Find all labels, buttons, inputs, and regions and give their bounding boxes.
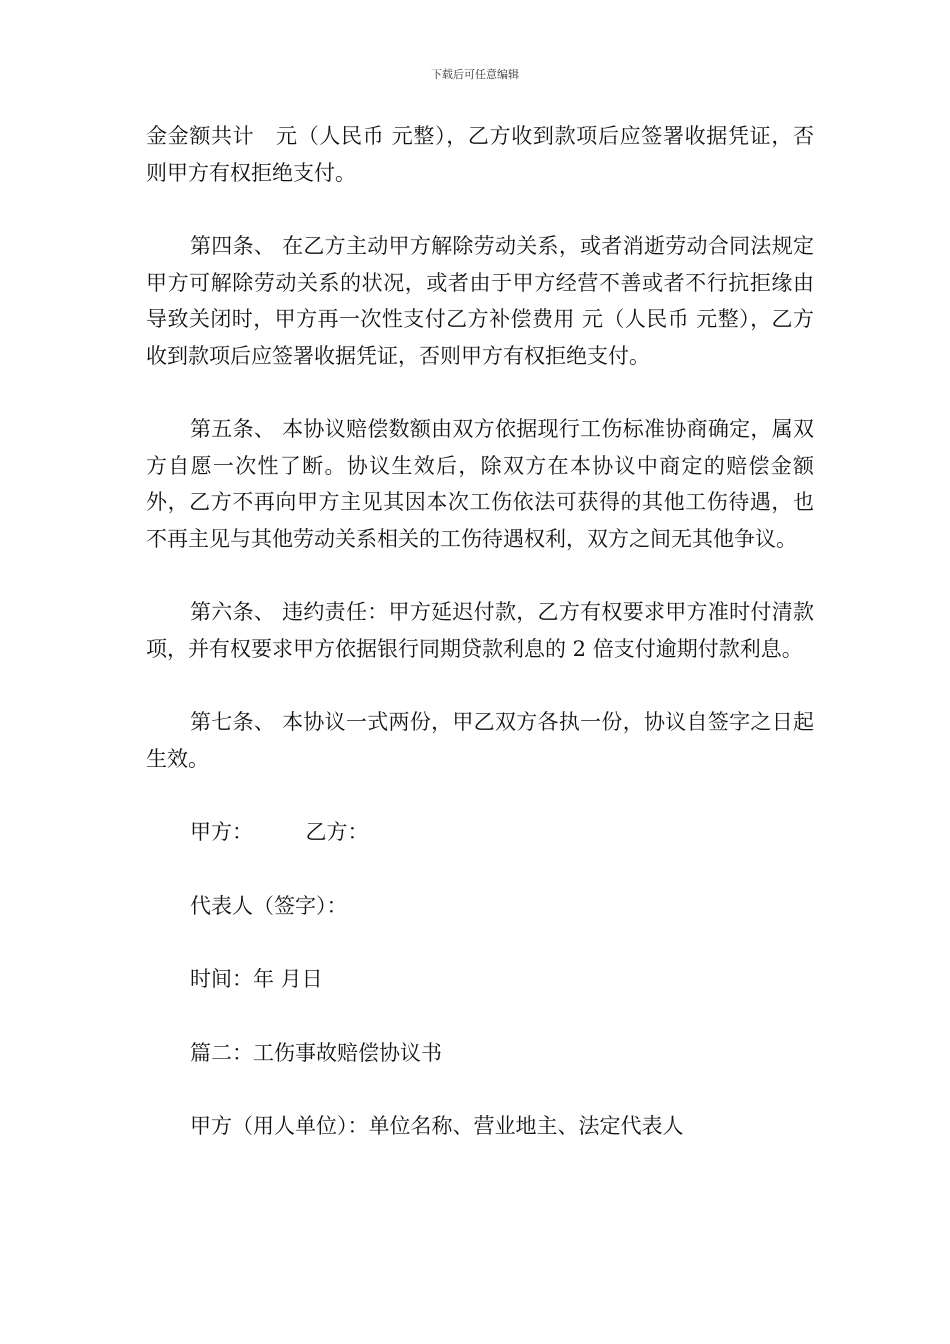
section-title-part-two: 篇二：工伤事故赔偿协议书 xyxy=(190,1040,442,1065)
signature-parties-line: 甲方： 乙方： xyxy=(190,820,369,844)
paragraph-amount-continued: 金金额共计 元（人民币 元整），乙方收到款项后应签署收据凭证，否则甲方有权拒绝支付。 xyxy=(146,124,814,185)
party-a-employer-line: 甲方（用人单位）：单位名称、营业地主、法定代表人 xyxy=(190,1114,684,1138)
paragraph-article-6: 第六条、 违约责任：甲方延迟付款，乙方有权要求甲方准时付清款项，并有权要求甲方依据银行同期贷款利息的 2 倍支付逾期付款利息。 xyxy=(146,600,814,661)
document-body xyxy=(146,118,814,1145)
representative-signature-line: 代表人（签字）： xyxy=(190,893,348,918)
paragraph-article-5: 第五条、 本协议赔偿数额由双方依据现行工伤标准协商确定，属双方自愿一次性了断。协议生效后，除双方在本协议中商定的赔偿金额外，乙方不再向甲方主见其因本次工伤依法可获得的其他工伤待遇，也不再主见与其他劳动关系相关的工伤待遇权利，双方之间无其他争议。 xyxy=(146,417,814,551)
page-header-note: 下载后可任意编辑 xyxy=(431,68,519,81)
paragraph-article-4: 第四条、 在乙方主动甲方解除劳动关系，或者消逝劳动合同法规定甲方可解除劳动关系的状况，或者由于甲方经营不善或者不行抗拒缘由导致关闭时，甲方再一次性支付乙方补偿费用 元（人民币 元整），乙方收到款项后应签署收据凭证，否则甲方有权拒绝支付。 xyxy=(146,234,814,368)
paragraph-article-7: 第七条、 本协议一式两份，甲乙双方各执一份，协议自签字之日起生效。 xyxy=(146,710,814,771)
date-line: 时间：年 月日 xyxy=(190,967,323,991)
